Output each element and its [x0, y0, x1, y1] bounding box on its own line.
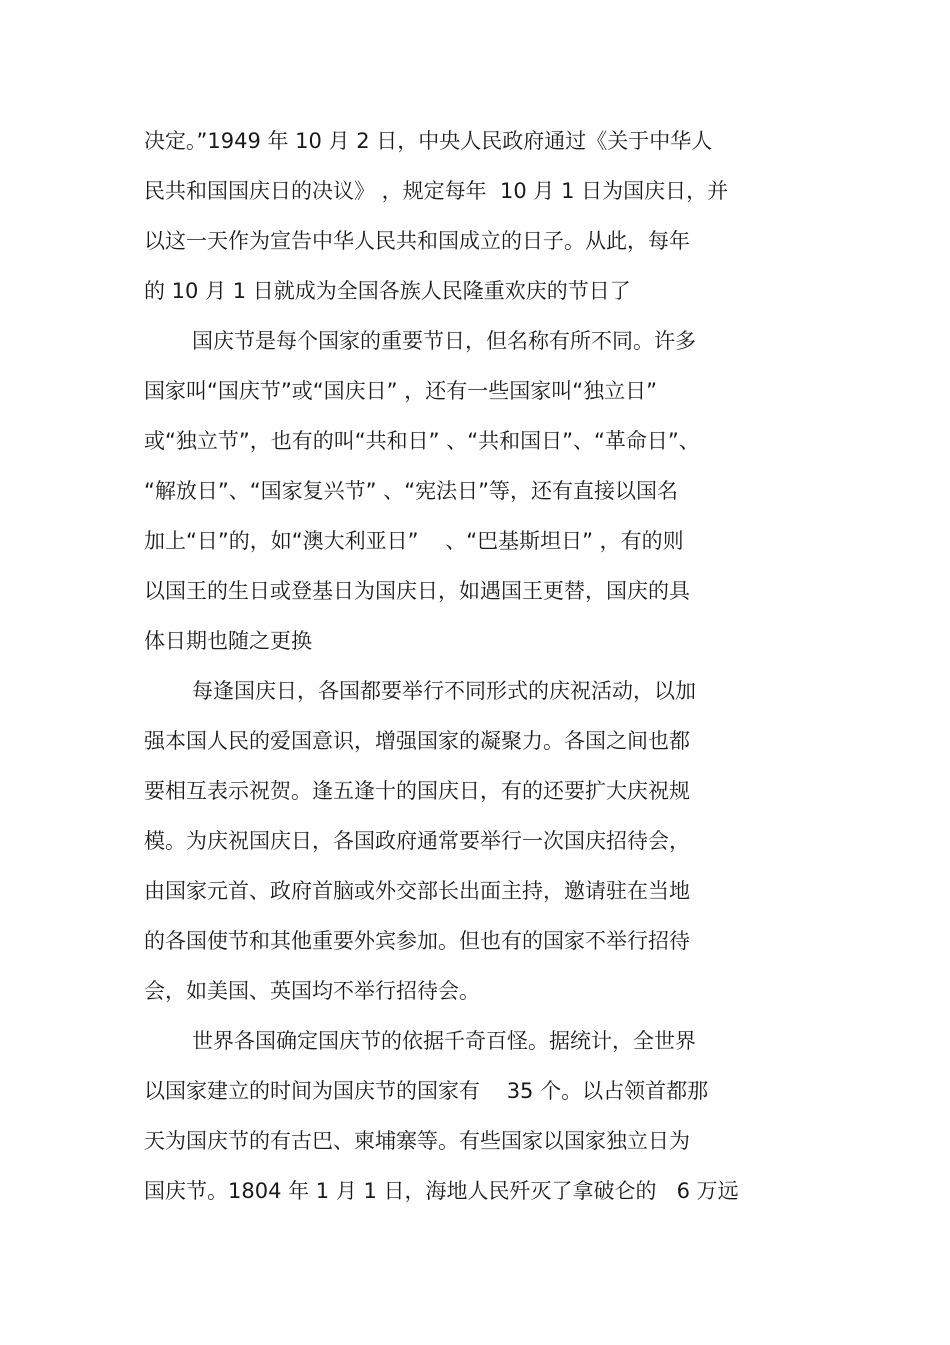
- text-line: 加上“日”的，如“澳大利亚日” 、“巴基斯坦日” ，有的则: [144, 529, 684, 553]
- text-line: 天为国庆节的有古巴、柬埔寨等。有些国家以国家独立日为: [144, 1129, 690, 1153]
- paragraph: [144, 672, 824, 1022]
- text-line: 以国家建立的时间为国庆节的国家有 35 个。以占领首都那: [144, 1079, 709, 1103]
- text-line: 国庆节是每个国家的重要节日，但名称有所不同。许多: [192, 329, 696, 353]
- paragraph: [144, 322, 824, 672]
- text-line: 体日期也随之更换: [144, 629, 312, 653]
- text-line: 民共和国国庆日的决议》 ，规定每年 10 月 1 日为国庆日，并: [144, 179, 729, 203]
- text-line: 国庆节。1804 年 1 月 1 日，海地人民歼灭了拿破仑的 6 万远: [144, 1179, 739, 1203]
- text-line: 国家叫“国庆节”或“国庆日” ，还有一些国家叫“独立日”: [144, 379, 657, 403]
- text-line: 由国家元首、政府首脑或外交部长出面主持，邀请驻在当地: [144, 879, 690, 903]
- text-line: 以这一天作为宣告中华人民共和国成立的日子。从此，每年: [144, 229, 690, 253]
- paragraph: [144, 1022, 824, 1222]
- text-line: 要相互表示祝贺。逢五逢十的国庆日，有的还要扩大庆祝规: [144, 779, 690, 803]
- text-line: 的 10 月 1 日就成为全国各族人民隆重欢庆的节日了: [144, 279, 631, 303]
- document-body: [144, 122, 824, 1222]
- text-line: 世界各国确定国庆节的依据千奇百怪。据统计，全世界: [192, 1029, 696, 1053]
- text-line: 会，如美国、英国均不举行招待会。: [144, 979, 480, 1003]
- text-line: 模。为庆祝国庆日，各国政府通常要举行一次国庆招待会，: [144, 829, 690, 853]
- text-line: 或“独立节”，也有的叫“共和日” 、“共和国日”、“革命日”、: [144, 429, 700, 453]
- text-line: “解放日”、“国家复兴节” 、“宪法日”等，还有直接以国名: [144, 479, 678, 503]
- text-line: 以国王的生日或登基日为国庆日，如遇国王更替，国庆的具: [144, 579, 690, 603]
- text-line: 决定。”1949 年 10 月 2 日，中央人民政府通过《关于中华人: [144, 129, 713, 153]
- paragraph: [144, 122, 824, 322]
- text-line: 的各国使节和其他重要外宾参加。但也有的国家不举行招待: [144, 929, 690, 953]
- text-line: 每逢国庆日，各国都要举行不同形式的庆祝活动，以加: [192, 679, 696, 703]
- text-line: 强本国人民的爱国意识，增强国家的凝聚力。各国之间也都: [144, 729, 690, 753]
